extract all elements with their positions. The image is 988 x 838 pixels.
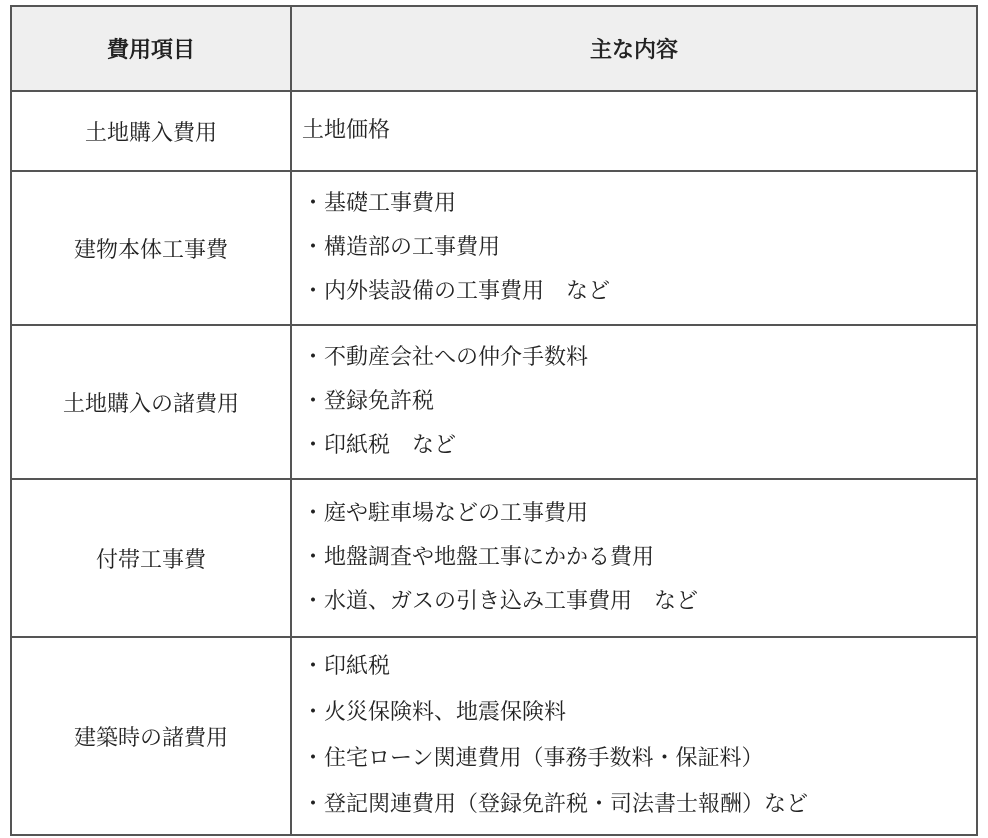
header-item: 費用項目 [11, 6, 291, 91]
content-line: ・登録免許税 [302, 389, 435, 414]
content-line: ・構造部の工事費用 [302, 235, 501, 260]
content-line: ・住宅ローン関連費用（事務手数料・保証料） [302, 746, 764, 771]
row-item: 土地購入の諸費用 [11, 325, 291, 479]
row-content [291, 637, 977, 835]
content-line: ・内外装設備の工事費用 など [302, 279, 611, 304]
row-content [291, 325, 977, 479]
table-row [11, 91, 977, 171]
row-item: 建物本体工事費 [11, 171, 291, 325]
table-row [11, 637, 977, 835]
content-line: ・基礎工事費用 [302, 191, 457, 216]
content-line: ・庭や駐車場などの工事費用 [302, 501, 589, 526]
table-row [11, 171, 977, 325]
cost-table [10, 5, 978, 836]
header-row [11, 6, 977, 91]
row-content [291, 171, 977, 325]
content-line: ・印紙税 [302, 654, 391, 679]
row-item: 建築時の諸費用 [11, 637, 291, 835]
table-row [11, 479, 977, 637]
content-line: ・印紙税 など [302, 433, 457, 458]
content-line: ・登記関連費用（登録免許税・司法書士報酬）など [302, 792, 809, 817]
table-row [11, 325, 977, 479]
row-item: 土地購入費用 [11, 91, 291, 171]
content-line: ・火災保険料、地震保険料 [302, 700, 567, 725]
row-content [291, 479, 977, 637]
table-header [11, 6, 977, 91]
row-item: 付帯工事費 [11, 479, 291, 637]
content-line: ・不動産会社への仲介手数料 [302, 345, 589, 370]
content-line: ・地盤調査や地盤工事にかかる費用 [302, 545, 655, 570]
table-body [11, 91, 977, 835]
content-line: ・水道、ガスの引き込み工事費用 など [302, 589, 699, 614]
content-line: 土地価格 [302, 118, 391, 143]
header-content: 主な内容 [291, 6, 977, 91]
row-content [291, 91, 977, 171]
